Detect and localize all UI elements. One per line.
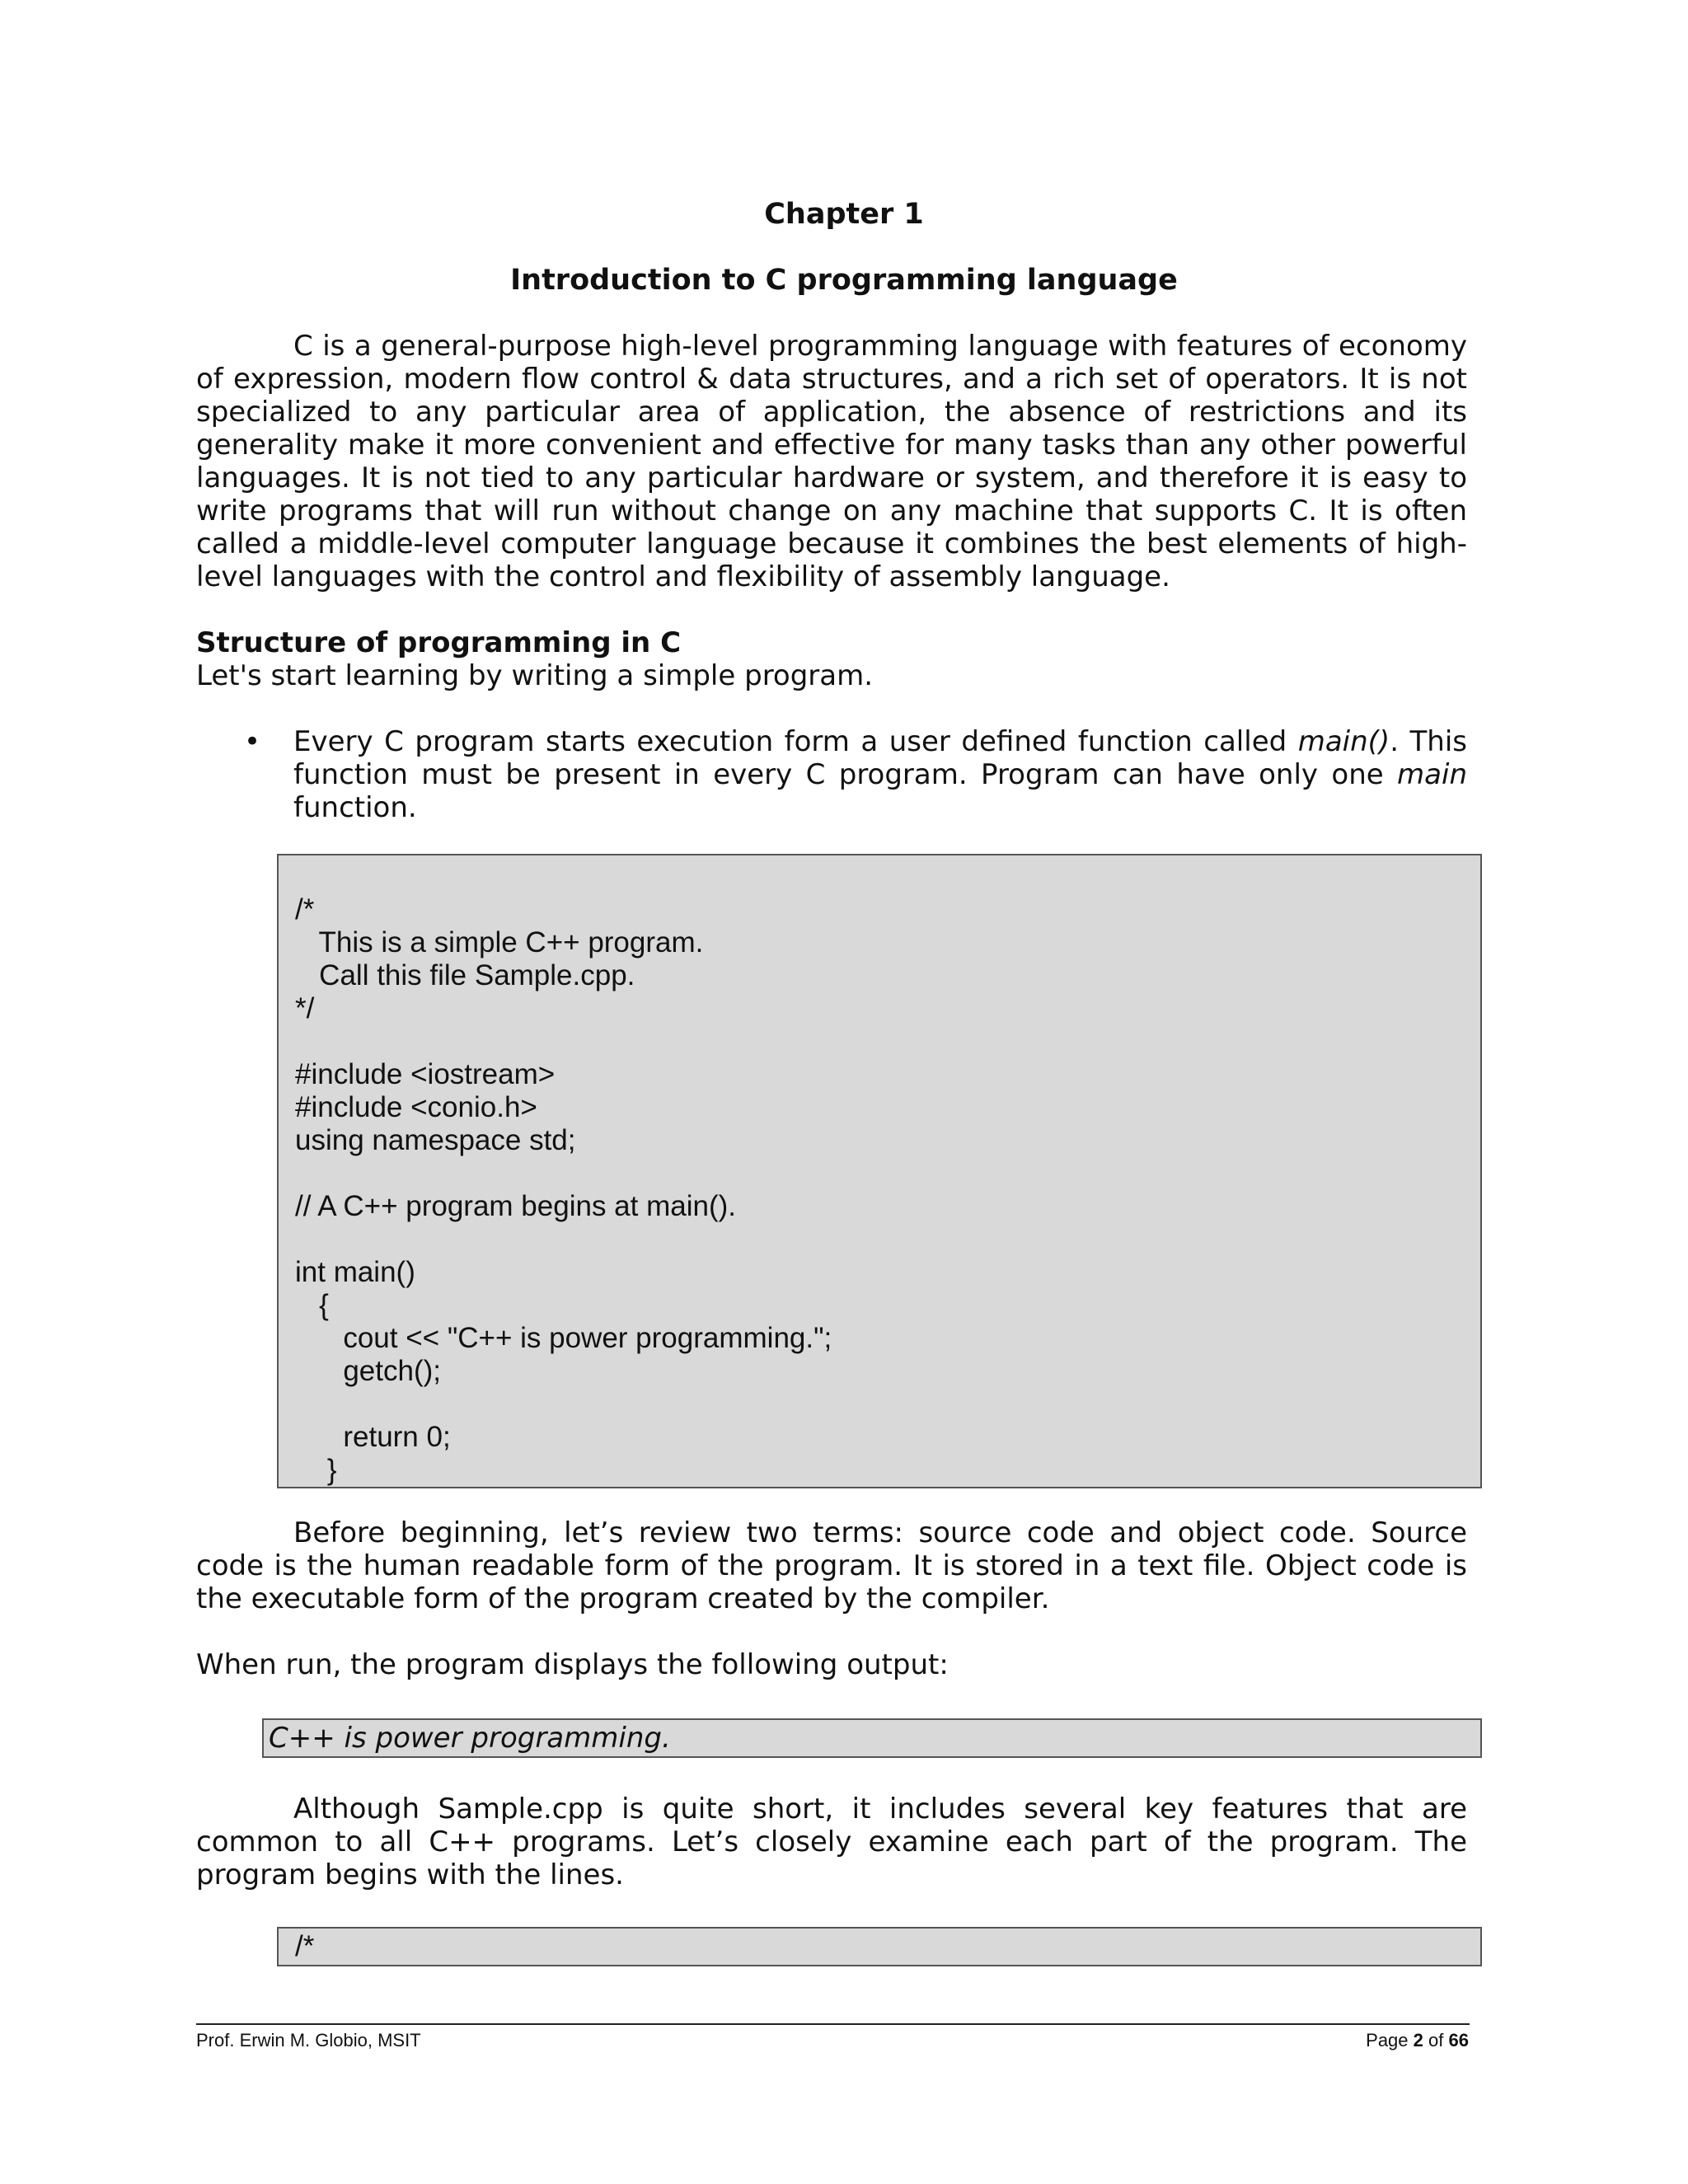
code-line: Call this file Sample.cpp. (295, 959, 635, 991)
code-line (279, 1388, 1480, 1421)
output-intro-section (196, 1648, 1467, 1681)
current-page: 2 (1413, 2030, 1423, 2050)
program-output: C++ is power programming. (269, 1722, 671, 1755)
terms-paragraph: Before beginning, let’s review two terms: source code and object code. Source code is the human readable form of the program. It is stored in a text file. Object code is the executable form of the program created by the compiler. (196, 1516, 1467, 1615)
sample-paragraph: Although Sample.cpp is quite short, it includes several key features that are common to all C++ programs. Let’s closely examine each part of the program. The program begins with the lines. (196, 1793, 1467, 1891)
main-function-name: main() (1297, 725, 1390, 758)
code-sample-box (277, 854, 1482, 1488)
terms-section (196, 1516, 1467, 1615)
section-lead: Let's start learning by writing a simple program. (196, 659, 874, 692)
code-line: return 0; (295, 1421, 451, 1453)
code-line: #include <iostream> (295, 1058, 556, 1090)
total-pages: 66 (1448, 2030, 1469, 2050)
code-line: */ (295, 992, 315, 1024)
code-line: /* (295, 893, 315, 926)
section-heading: Structure of programming in C (196, 626, 682, 659)
code-line: { (295, 1289, 329, 1321)
intro-section (196, 330, 1467, 593)
code-line: cout << "C++ is power programming."; (295, 1322, 832, 1354)
chapter-title: Introduction to C programming language (510, 264, 1178, 297)
code-line (279, 1025, 1480, 1058)
bullet-item (196, 725, 1467, 824)
code-line: /* (295, 1930, 315, 1962)
program-output-box (262, 1718, 1482, 1758)
code-line (279, 1157, 1480, 1190)
code-line (279, 1223, 1480, 1256)
structure-section (196, 626, 1467, 692)
bullet-dot-icon: • (244, 725, 261, 758)
code-line: // A C++ program begins at main(). (295, 1190, 736, 1222)
code-line: int main() (295, 1256, 415, 1288)
code-line: using namespace std; (295, 1124, 576, 1156)
code-line: #include <conio.h> (295, 1091, 537, 1123)
sample-section (196, 1793, 1467, 1891)
code-line: This is a simple C++ program. (295, 926, 704, 958)
code-line: getch(); (295, 1355, 441, 1387)
output-intro: When run, the program displays the following output: (196, 1648, 949, 1681)
code-snippet-box (277, 1927, 1482, 1966)
chapter-label: Chapter 1 (764, 198, 924, 231)
bullet-text: Every C program starts execution form a user defined function called main(). This function must be present in every C program. Program can have only one main function. (293, 725, 1467, 824)
footer-page-counter: Page 2 of 66 (1366, 2030, 1469, 2050)
footer-divider (196, 2023, 1470, 2025)
code-line: } (295, 1454, 337, 1486)
main-keyword: main (1397, 758, 1467, 791)
intro-paragraph: C is a general-purpose high-level programming language with features of economy of expression, modern flow control & data structures, and a rich set of operators. It is not specialized to any particular area of application, the absence of restrictions and its generality make it more convenient and effective for many tasks than any other powerful languages. It is not tied to any particular hardware or system, and therefore it is easy to write programs that will run without change on any machine that supports C. It is often called a middle-level computer language because it combines the best elements of high-level languages with the control and flexibility of assembly language. (196, 330, 1467, 593)
footer-author: Prof. Erwin M. Globio, MSIT (196, 2030, 421, 2050)
